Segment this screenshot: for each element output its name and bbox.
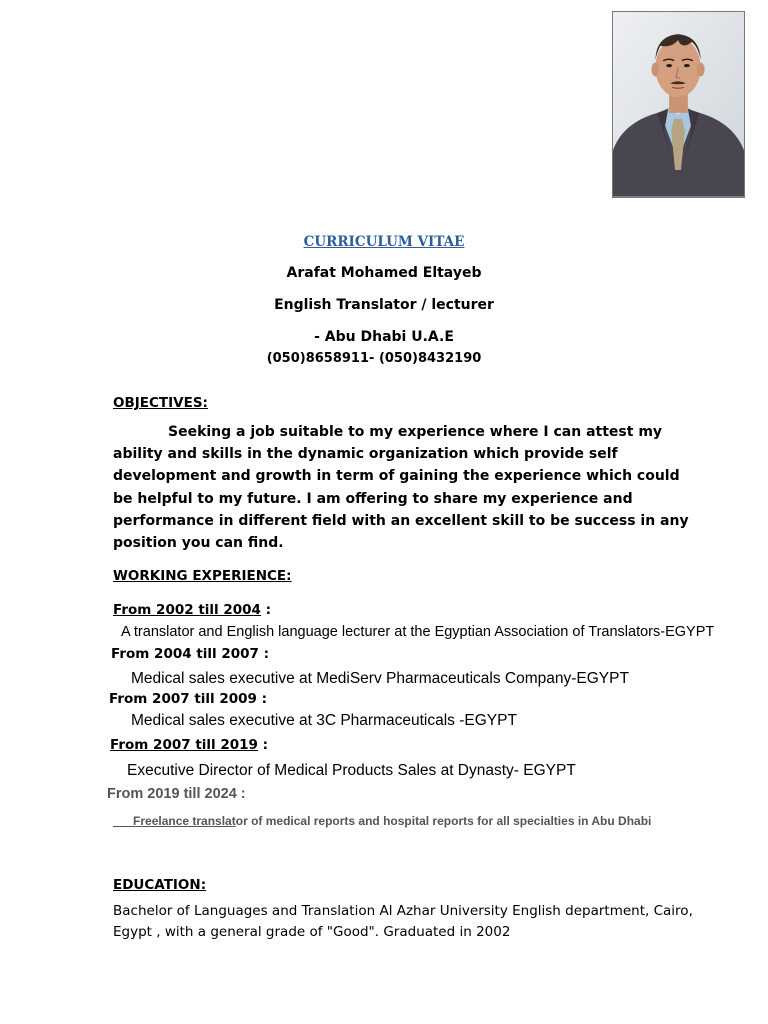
objective-line: be helpful to my future. I am offering to share my experience and	[113, 490, 633, 507]
experience-heading: WORKING EXPERIENCE:	[113, 568, 292, 584]
objective-line: ability and skills in the dynamic organization which provide self	[113, 446, 618, 463]
objectives-text	[113, 421, 689, 554]
experience-period-suffix: :	[260, 602, 272, 618]
candidate-phones: (050)8658911- (050)8432190	[266, 351, 482, 366]
education-line: Egypt , with a general grade of "Good". Graduated in 2002	[113, 924, 511, 940]
experience-period: From 2007 till 2009 :	[109, 691, 268, 707]
experience-description: Executive Director of Medical Products Sales at Dynasty- EGYPT	[127, 762, 576, 779]
objective-line: performance in different field with an excellent skill to be success in any	[113, 512, 689, 529]
objective-line: Seeking a job suitable to my experience where I can attest my	[168, 424, 663, 440]
education-text	[113, 901, 713, 943]
education-heading	[113, 877, 206, 893]
experience-description: Medical sales executive at 3C Pharmaceuticals -EGYPT	[131, 712, 517, 729]
experience-description-rest: or of medical reports and hospital reports for all specialties in Abu Dhabi	[235, 814, 652, 828]
portrait-photo-icon	[613, 12, 744, 197]
experience-period-text: From 2002 till 2004	[113, 602, 261, 618]
experience-description	[113, 814, 651, 828]
education-heading-text: EDUCATION:	[113, 877, 207, 893]
experience-period	[110, 737, 268, 753]
experience-description-start: Freelance translat	[133, 814, 236, 828]
education-line: Bachelor of Languages and Translation Al Azhar University English department, Cairo,	[113, 903, 693, 919]
experience-period: From 2004 till 2007 :	[111, 646, 270, 662]
experience-period	[113, 602, 271, 618]
experience-description: Medical sales executive at MediServ Pharmaceuticals Company-EGYPT	[131, 670, 629, 687]
candidate-role: English Translator / lecturer	[274, 297, 494, 313]
objectives-heading: OBJECTIVES:	[113, 395, 208, 411]
objective-line: development and growth in term of gaining the experience which could	[113, 468, 680, 485]
experience-description-underlined	[113, 814, 236, 828]
experience-period: From 2019 till 2024 :	[107, 786, 246, 802]
candidate-location: - Abu Dhabi U.A.E	[314, 329, 454, 345]
experience-period-suffix: :	[257, 737, 269, 753]
experience-period-text: From 2007 till 2019	[110, 737, 258, 753]
cv-title: CURRICULUM VITAE	[303, 234, 465, 250]
objective-line: position you can find.	[113, 535, 284, 552]
portrait-photo	[612, 11, 745, 198]
experience-description: A translator and English language lecturer at the Egyptian Association of Translators-EGYPT	[121, 624, 715, 640]
candidate-name: Arafat Mohamed Eltayeb	[286, 265, 482, 281]
